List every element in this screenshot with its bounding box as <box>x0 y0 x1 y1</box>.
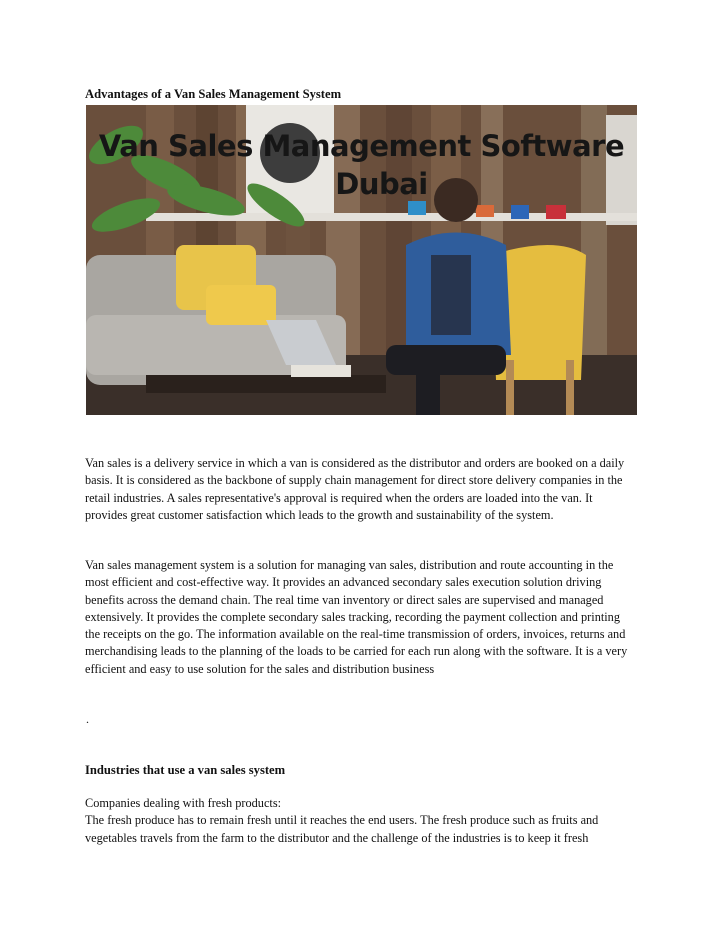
section-heading-industries: Industries that use a van sales system <box>85 763 286 777</box>
paragraph-van-sales-system: Van sales management system is a solution for managing van sales, distribution and route accounting in the most efficient and cost-effective way. It provides an advanced secondary sales execution solution driving benefits across the demand chain. The real time van inventory or direct sales are supervised and managed extensively. It provides the complete secondary sales tracking, recording the payment collection and printing the receipts on the go. The information available on the real-time transmission of orders, invoices, returns and merchandising leads to the planning of the loads to be carried for each run along with the software. It is a very efficient and easy to use solution for the sales and distribution business <box>85 558 628 676</box>
paragraph-fresh-products <box>85 795 637 847</box>
section-heading-advantages: Advantages of a Van Sales Management System <box>85 87 342 101</box>
hero-title-line-1: Van Sales Management Software <box>98 129 625 163</box>
paragraph-van-sales-intro: Van sales is a delivery service in which a van is considered as the distributor and orders are booked on a daily basis. It is considered as the backbone of supply chain management for direct store delivery companies in the retail industries. A sales representative's approval is required when the orders are loaded into the van. It provides great customer satisfaction which leads to the growth and sustainability of the system. <box>85 456 625 522</box>
paragraph-fresh-products-body: The fresh produce has to remain fresh until it reaches the end users. The fresh produce such as fruits and vegetables travels from the farm to the distributor and the challenge of the industries is to keep it fresh <box>85 813 599 845</box>
paragraph-fresh-products-lead: Companies dealing with fresh products: <box>85 796 282 810</box>
separator-dot: . <box>86 712 89 726</box>
hero-title-line-2: Dubai <box>335 167 428 201</box>
hero-image <box>86 105 637 415</box>
